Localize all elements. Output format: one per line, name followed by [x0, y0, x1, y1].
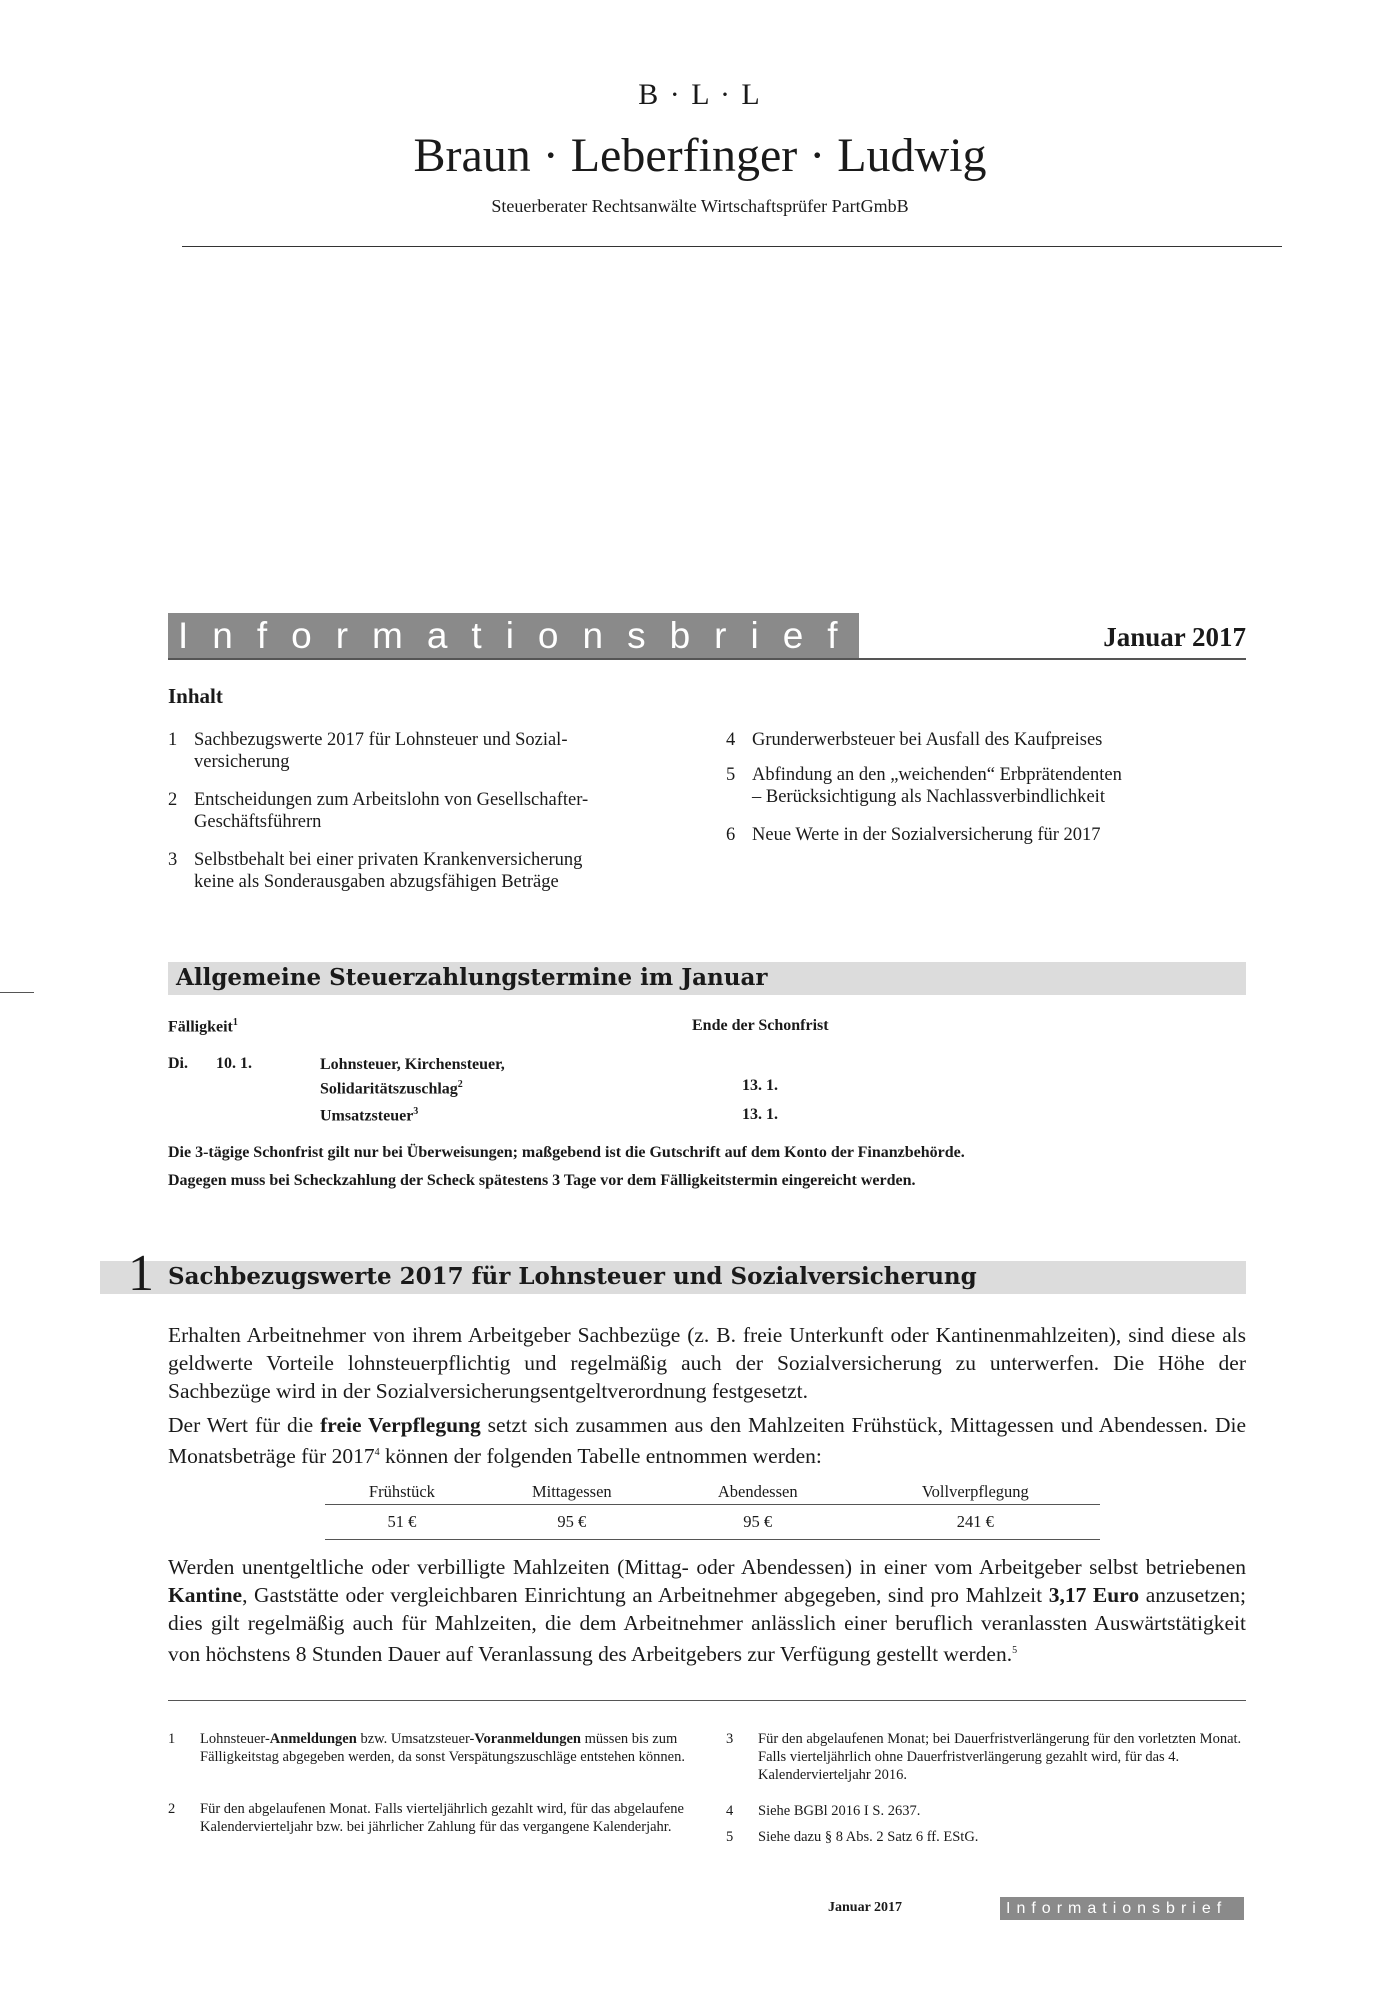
table-header: Vollverpflegung	[851, 1480, 1100, 1505]
contents-item-label: Sachbezugswerte 2017 für Lohnsteuer und Sozial- versicherung	[194, 730, 568, 772]
footer-label: Informationsbrief	[1006, 1900, 1228, 1917]
table-cell: 241 €	[851, 1505, 1100, 1540]
contents-item-label: Neue Werte in der Sozialversicherung für 2017	[752, 825, 1101, 845]
due-column-header: Fälligkeit$^1$	[168, 1017, 238, 1036]
tax-row-grace: 13. 1.	[742, 1106, 778, 1123]
section-1-heading: Sachbezugswerte 2017 für Lohnsteuer und Sozialversicherung	[168, 1263, 977, 1290]
table-header: Frühstück	[325, 1480, 479, 1505]
tax-note: Die 3-tägige Schonfrist gilt nur bei Überweisungen; maßgebend ist die Gutschrift auf dem Konto der Finanzbehörde.	[168, 1144, 965, 1161]
contents-item-label: Grunderwerbsteuer bei Ausfall des Kaufpreises	[752, 730, 1103, 750]
contents-item-number: 3	[168, 850, 178, 870]
contents-heading: Inhalt	[168, 684, 223, 708]
meal-values-table	[325, 1480, 1100, 1540]
footer-month: Januar 2017	[828, 1900, 903, 1915]
table-cell: 95 €	[479, 1505, 665, 1540]
table-header: Abendessen	[665, 1480, 851, 1505]
contents-item-label: Abfindung an den „weichenden“ Erbprätendenten – Berücksichtigung als Nachlassverbindlichkeit	[752, 765, 1122, 807]
issue-month: Januar 2017	[1103, 622, 1246, 652]
tax-note: Dagegen muss bei Scheckzahlung der Scheck spätestens 3 Tage vor dem Fälligkeitstermin eingereicht werden.	[168, 1172, 916, 1189]
tax-row-grace: 13. 1.	[742, 1077, 778, 1094]
contents-item-number: 1	[168, 730, 178, 750]
contents-item-number: 4	[726, 730, 736, 750]
table-cell: 51 €	[325, 1505, 479, 1540]
newsletter-title: Informationsbrief	[178, 615, 862, 656]
section-1-paragraph: Der Wert für die freie Verpflegung setzt sich zusammen aus den Mahlzeiten Frühstück, Mittagessen und Abendessen. Die Monatsbeträge für 2017$^4$ können der folgenden Tabelle entnommen werden:	[168, 1413, 1246, 1469]
firm-subtitle: Steuerberater Rechtsanwälte Wirtschaftsprüfer PartGmbB	[491, 196, 909, 216]
firm-abbreviation: B · L · L	[638, 78, 762, 111]
due-date: 10. 1.	[216, 1055, 252, 1072]
contents-item-number: 2	[168, 790, 178, 810]
contents-item-number: 5	[726, 765, 736, 785]
table-cell: 95 €	[665, 1505, 851, 1540]
section-number: 1	[128, 1245, 154, 1302]
contents-item-label: Entscheidungen zum Arbeitslohn von Gesellschafter- Geschäftsführern	[194, 790, 589, 832]
tax-row-name: Lohnsteuer, Kirchensteuer, Solidaritätszuschlag$^2$	[320, 1056, 505, 1098]
contents-item-label: Selbstbehalt bei einer privaten Krankenversicherung keine als Sonderausgaben abzugsfähigen Beträge	[194, 850, 583, 892]
due-weekday: Di.	[168, 1055, 188, 1072]
section-1-paragraph: Erhalten Arbeitnehmer von ihrem Arbeitgeber Sachbezüge (z. B. freie Unterkunft oder Kantinenmahlzeiten), sind diese als geldwerte Vorteile lohnsteuerpflichtig und regelmäßig auch der Sozialversicherung zu unterwerfen. Die Höhe der Sachbezüge wird in der Sozialversicherungsentgeltverordnung festgesetzt.	[168, 1323, 1246, 1403]
footnote-divider	[168, 1700, 1246, 1701]
grace-column-header: Ende der Schonfrist	[692, 1017, 829, 1034]
tax-section-heading: Allgemeine Steuerzahlungstermine im Januar	[176, 964, 768, 991]
fold-mark	[0, 992, 34, 993]
contents-item-number: 6	[726, 825, 736, 845]
table-header: Mittagessen	[479, 1480, 665, 1505]
section-1-paragraph: Werden unentgeltliche oder verbilligte Mahlzeiten (Mittag- oder Abendessen) in einer vom Arbeitgeber selbst betriebenen Kantine, Gaststätte oder vergleichbaren Einrichtung an Arbeitnehmer abgegeben, sind pro Mahlzeit 3,17 Euro anzusetzen; dies gilt regelmäßig auch für Mahlzeiten, die dem Arbeitnehmer anlässlich einer beruflich veranlassten Auswärtstätigkeit von höchstens 8 Stunden Dauer auf Veranlassung des Arbeitgebers zur Verfügung gestellt werden.$^5$	[168, 1555, 1247, 1667]
header-divider	[182, 246, 1282, 247]
tax-row-name: Umsatzsteuer$^3$	[320, 1106, 419, 1125]
banner-divider	[168, 658, 1246, 660]
firm-name: Braun · Leberfinger · Ludwig	[413, 129, 987, 182]
